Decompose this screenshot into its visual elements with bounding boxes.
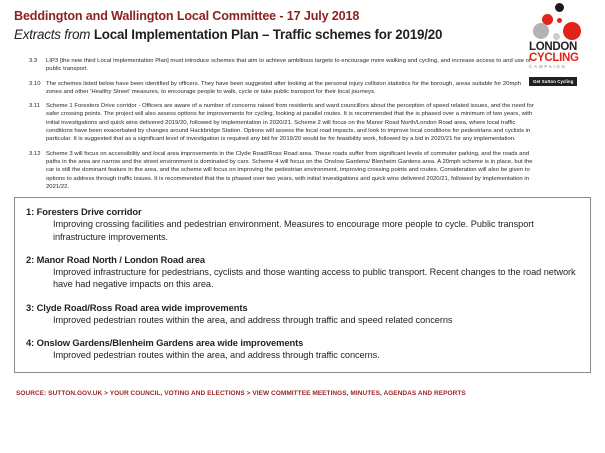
scheme-description: Improved pedestrian routes within the area, and address through traffic concerns. — [53, 350, 380, 361]
scheme-description: Improved infrastructure for pedestrians, cyclists and those wanting access to public transport. Recent changes to the road network have had negative impacts on this area. — [53, 266, 576, 290]
paragraph-text: LIP3 [the new third Local Implementation Plan] must introduce schemes that aim to achieve ambitious targets to encourage more walking and cycling, and increase access to and use of public transport. — [46, 58, 531, 73]
schemes-summary-box — [14, 197, 591, 372]
paragraph-item — [14, 57, 534, 74]
source-footer: SOURCE: SUTTON.GOV.UK > YOUR COUNCIL, VOTING AND ELECTIONS > VIEW COMMITTEE MEETINGS, MINUTES, AGENDAS AND REPORTS — [16, 389, 466, 397]
paragraph-number: 3.3 — [29, 58, 38, 64]
get-sutton-cycling-badge: Get Sutton Cycling — [529, 77, 577, 86]
paragraph-text: Scheme 1 Foresters Drive corridor - Officers are aware of a number of concerns raised from residents and ward councillors about the perception of speed related issues, and the need for safer crossing points. The project will also assess options for improvements for cycling, looking at parallel routes. It is recommended that the is phased over a minimum of two years, with initial investigations and quick wins delivered 2019/20, followed by implementation in 2020/21. Scheme 2 will focus on the Manor Road North/London Road area, where local traffic conditions have been exacerbated by changes around Hackbridge Station. Options will assess the local road impacts, and look to improve local conditions for pedestrians and cyclists in particular. It is suggested that as a significant level of investigation is required any bid for 2019/20 would be for feasibility work, followed by a bid in 2020/21 for any implementation. — [46, 103, 534, 143]
paragraph-number: 3.10 — [29, 80, 41, 87]
subtitle-italic-part: Extracts from — [14, 27, 91, 42]
paragraph-text: The schemes listed below have been identified by officers. They have been suggested after looking at the personal injury collision statistics for the borough, areas suitable for 20mph zones and other 'Healthy Street' measures, to encourage people to walk, cycle or take public transport for their local journeys. — [46, 80, 521, 95]
scheme-description: Improving crossing facilities and pedestrian environment. Measures to encourage more people to cycle. Public transport infrastructure improvements. — [53, 219, 534, 242]
logo-dot-black-icon — [555, 3, 564, 12]
scheme-title: 2: Manor Road North / London Road area — [26, 253, 206, 265]
scheme-item — [15, 254, 590, 291]
paragraph-number: 3.11 — [29, 103, 41, 110]
paragraph-item — [14, 150, 534, 191]
logo-dots-icon — [529, 2, 587, 42]
london-cycling-campaign-logo — [517, 2, 597, 84]
logo-dot-grey-icon — [533, 23, 549, 39]
scheme-title: 1: Foresters Drive corridor — [26, 206, 142, 218]
scheme-description: Improved pedestrian routes within the area, and address through traffic and speed related concerns — [53, 314, 453, 325]
logo-dot-red-large-icon — [563, 22, 581, 40]
paragraph-item — [14, 80, 534, 97]
logo-line-campaign: CAMPAIGN — [529, 64, 567, 69]
scheme-item — [15, 337, 590, 361]
logo-line-london: LONDON — [529, 41, 578, 53]
scheme-title: 3: Clyde Road/Ross Road area wide improvements — [26, 301, 248, 313]
scheme-item — [15, 302, 590, 326]
paragraph-item — [14, 102, 534, 143]
subtitle-bold-part: Local Implementation Plan – Traffic schemes for 2019/20 — [93, 27, 443, 42]
paragraph-text: Scheme 3 will focus on accessibility and local area improvements in the Clyde Road/Ross Road area. These roads suffer from significant levels of commuter parking, and the roads and paths in the area are narrow and the street environment is dominated by cars. Scheme 4 will focus on the Onslow Gardens/ Blenheim Gardens area. A 20mph scheme is in place, but the car is still the dominant feature in the area, and the scheme will focus on improving the pedestrian environment, improving crossing points and routes. Consideration will also be given to options to address through traffic issues. It is recommended that the is phased over two years, with initial investigations and quick wins delivered 2020/21, followed by implementation in 2021/22. — [46, 150, 533, 190]
page-title: Beddington and Wallington Local Committee - 17 July 2018 — [14, 9, 360, 23]
logo-line-cycling: CYCLING — [529, 51, 579, 64]
paragraph-number: 3.12 — [29, 150, 41, 157]
extract-paragraphs — [14, 57, 534, 191]
scheme-title: 4: Onslow Gardens/Blenheim Gardens area wide improvements — [26, 337, 304, 349]
logo-wordmark — [529, 42, 597, 70]
logo-dot-red-tiny-icon — [557, 18, 562, 23]
page-subtitle — [14, 25, 591, 44]
scheme-item — [15, 206, 590, 243]
logo-dot-grey-small-icon — [553, 33, 560, 40]
